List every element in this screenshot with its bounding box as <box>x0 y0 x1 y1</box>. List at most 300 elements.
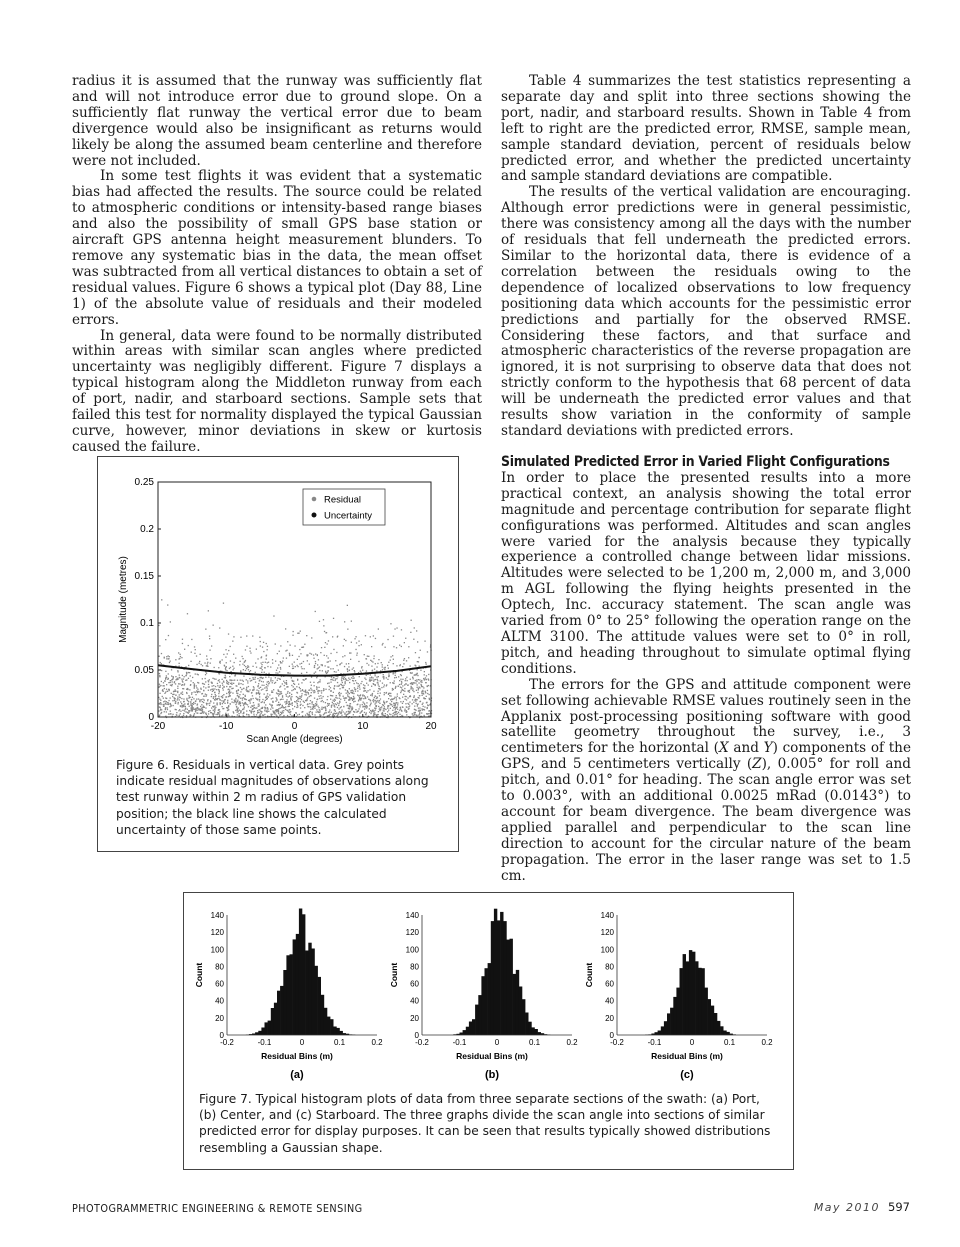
residual-point <box>254 705 255 706</box>
residual-point <box>291 677 292 678</box>
residual-point <box>290 645 291 646</box>
footer-date: May 2010 <box>813 1201 881 1214</box>
residual-point <box>252 695 253 696</box>
histogram-bar <box>692 952 695 1035</box>
residual-point <box>166 704 167 705</box>
residual-point <box>197 689 198 690</box>
residual-point <box>295 689 296 690</box>
residual-point <box>306 678 307 679</box>
residual-point <box>401 646 402 647</box>
residual-point <box>343 685 344 686</box>
residual-point <box>382 669 383 670</box>
residual-point <box>166 675 167 676</box>
residual-point <box>296 707 297 708</box>
residual-point <box>302 715 303 716</box>
residual-point <box>253 698 254 699</box>
residual-point <box>256 714 257 715</box>
residual-point <box>223 687 224 688</box>
residual-point <box>197 708 198 709</box>
residual-point <box>245 695 246 696</box>
residual-point <box>365 714 366 715</box>
y-tick-label: 0.25 <box>134 477 154 488</box>
residual-point <box>361 698 362 699</box>
residual-point <box>282 697 283 698</box>
residual-point <box>363 702 364 703</box>
y-tick-label: 0 <box>414 1031 419 1040</box>
residual-point <box>176 715 177 716</box>
residual-point <box>166 701 167 702</box>
residual-point <box>262 685 263 686</box>
residual-point <box>233 702 234 703</box>
residual-point <box>421 692 422 693</box>
residual-point <box>318 687 319 688</box>
residual-point <box>373 635 374 636</box>
residual-point <box>244 665 245 666</box>
residual-point <box>365 658 366 659</box>
residual-point <box>175 701 176 702</box>
residual-point <box>404 709 405 710</box>
residual-point <box>349 652 350 653</box>
residual-point <box>159 656 160 657</box>
residual-point <box>240 698 241 699</box>
residual-point <box>231 679 232 680</box>
residual-point <box>429 704 430 705</box>
residual-point <box>408 709 409 710</box>
x-tick-label: 0.1 <box>723 1038 736 1047</box>
residual-point <box>202 678 203 679</box>
residual-point <box>246 704 247 705</box>
histogram-bar <box>333 1027 336 1036</box>
residual-point <box>380 693 381 694</box>
residual-point <box>266 655 267 656</box>
residual-point <box>374 655 375 656</box>
residual-point <box>161 599 162 600</box>
residual-point <box>267 707 268 708</box>
residual-point <box>242 699 243 700</box>
residual-point <box>199 661 200 662</box>
residual-point <box>354 670 355 671</box>
residual-point <box>231 684 232 685</box>
residual-point <box>283 681 284 682</box>
residual-point <box>248 669 249 670</box>
residual-point <box>242 702 243 703</box>
histogram-bar <box>676 988 679 1035</box>
residual-point <box>181 679 182 680</box>
residual-point <box>207 700 208 701</box>
residual-point <box>295 666 296 667</box>
residual-point <box>242 680 243 681</box>
residual-point <box>327 683 328 684</box>
residual-point <box>388 693 389 694</box>
residual-point <box>329 709 330 710</box>
residual-point <box>383 686 384 687</box>
residual-point <box>308 690 309 691</box>
residual-point <box>165 679 166 680</box>
panel-label: (c) <box>680 1069 694 1081</box>
histogram-bar <box>528 1022 531 1035</box>
residual-point <box>334 688 335 689</box>
residual-point <box>378 706 379 707</box>
residual-point <box>179 715 180 716</box>
residual-point <box>396 647 397 648</box>
residual-point <box>414 695 415 696</box>
residual-point <box>404 688 405 689</box>
residual-point <box>349 682 350 683</box>
residual-point <box>366 705 367 706</box>
right-paragraph-2: The results of the vertical validation are encouraging. Although error predictions were in general pessimistic, there was consistency among all the days with the number of residuals that fell underneath the predicted errors. Similar to the horizontal data, there is evidence of a correlation between the residuals owing to the dependence of localized observations to low frequency positioning data which accounts for the pessimistic error predictions and partially for the observed RMSE. Considering these factors, and that surface and atmospheric characteristics of the reverse propagation are ignored, it is not surprising to observe data that does not strictly conform to the hypothesis that 68 percent of data will be underneath the predicted error values and that results show variation in the conformity of sample standard deviations with predicted errors. <box>501 184 911 439</box>
residual-point <box>237 701 238 702</box>
residual-point <box>349 670 350 671</box>
residual-point <box>329 715 330 716</box>
residual-point <box>341 706 342 707</box>
residual-point <box>294 662 295 663</box>
residual-point <box>304 668 305 669</box>
residual-point <box>168 682 169 683</box>
residual-point <box>257 710 258 711</box>
residual-point <box>264 694 265 695</box>
residual-point <box>238 690 239 691</box>
residual-point <box>258 712 259 713</box>
residual-point <box>298 698 299 699</box>
residual-point <box>368 684 369 685</box>
residual-point <box>371 686 372 687</box>
residual-point <box>230 703 231 704</box>
residual-point <box>235 704 236 705</box>
histogram-bar <box>271 1008 274 1035</box>
residual-point <box>362 694 363 695</box>
residual-point <box>282 699 283 700</box>
histogram-bar <box>695 961 698 1035</box>
histogram-bar <box>277 991 280 1035</box>
residual-point <box>190 701 191 702</box>
residual-point <box>192 697 193 698</box>
residual-point <box>246 668 247 669</box>
residual-point <box>164 657 165 658</box>
residual-point <box>349 688 350 689</box>
residual-point <box>181 657 182 658</box>
residual-point <box>243 669 244 670</box>
residual-point <box>292 681 293 682</box>
residual-point <box>300 631 301 632</box>
residual-point <box>222 708 223 709</box>
residual-point <box>225 669 226 670</box>
residual-point <box>297 703 298 704</box>
residual-point <box>345 683 346 684</box>
residual-point <box>315 653 316 654</box>
residual-point <box>420 650 421 651</box>
residual-point <box>229 693 230 694</box>
histogram-bar <box>723 1031 726 1036</box>
residual-point <box>372 661 373 662</box>
residual-point <box>325 665 326 666</box>
residual-point <box>296 713 297 714</box>
residual-point <box>260 714 261 715</box>
y-tick-label: 0.2 <box>140 524 154 535</box>
residual-point <box>288 706 289 707</box>
residual-point <box>340 713 341 714</box>
residual-point <box>405 683 406 684</box>
residual-point <box>217 699 218 700</box>
residual-point <box>190 715 191 716</box>
residual-point <box>310 700 311 701</box>
residual-point <box>353 691 354 692</box>
residual-point <box>160 703 161 704</box>
residual-point <box>274 683 275 684</box>
residual-point <box>211 682 212 683</box>
residual-point <box>323 701 324 702</box>
legend-uncertainty-marker <box>312 513 317 518</box>
residual-point <box>205 687 206 688</box>
residual-point <box>362 710 363 711</box>
residual-point <box>272 682 273 683</box>
residual-point <box>343 679 344 680</box>
residual-point <box>195 700 196 701</box>
residual-point <box>321 709 322 710</box>
residual-point <box>400 701 401 702</box>
residual-point <box>336 652 337 653</box>
residual-point <box>220 685 221 686</box>
residual-point <box>213 713 214 714</box>
histogram-bar <box>655 1032 658 1035</box>
residual-point <box>311 654 312 655</box>
residual-point <box>316 704 317 705</box>
residual-point <box>375 638 376 639</box>
residual-point <box>419 679 420 680</box>
residual-point <box>280 708 281 709</box>
residual-point <box>257 699 258 700</box>
histogram-bar <box>698 968 701 1035</box>
residual-point <box>249 671 250 672</box>
residual-point <box>159 693 160 694</box>
residual-point <box>196 699 197 700</box>
residual-point <box>404 642 405 643</box>
residual-point <box>302 647 303 648</box>
residual-point <box>287 641 288 642</box>
residual-point <box>186 693 187 694</box>
residual-point <box>392 710 393 711</box>
residual-point <box>270 679 271 680</box>
residual-point <box>169 689 170 690</box>
residual-point <box>429 694 430 695</box>
residual-point <box>210 663 211 664</box>
residual-point <box>356 642 357 643</box>
residual-point <box>359 706 360 707</box>
residual-point <box>281 713 282 714</box>
residual-point <box>191 705 192 706</box>
residual-point <box>419 710 420 711</box>
residual-point <box>393 689 394 690</box>
residual-point <box>371 677 372 678</box>
residual-point <box>248 706 249 707</box>
y-tick-label: 40 <box>410 996 419 1006</box>
residual-point <box>299 649 300 650</box>
residual-point <box>309 664 310 665</box>
residual-point <box>259 680 260 681</box>
residual-point <box>425 677 426 678</box>
residual-point <box>160 700 161 701</box>
residual-point <box>268 676 269 677</box>
residual-point <box>352 669 353 670</box>
residual-point <box>276 699 277 700</box>
residual-point <box>276 697 277 698</box>
residual-point <box>177 698 178 699</box>
panel-label: (b) <box>484 1069 500 1081</box>
residual-point <box>393 682 394 683</box>
residual-point <box>250 651 251 652</box>
residual-point <box>424 715 425 716</box>
residual-point <box>372 677 373 678</box>
residual-point <box>277 653 278 654</box>
residual-point <box>242 684 243 685</box>
residual-point <box>375 708 376 709</box>
residual-point <box>182 688 183 689</box>
residual-point <box>227 700 228 701</box>
residual-point <box>317 668 318 669</box>
residual-point <box>278 691 279 692</box>
residual-point <box>337 715 338 716</box>
residual-point <box>406 707 407 708</box>
residual-point <box>373 699 374 700</box>
residual-point <box>384 684 385 685</box>
residual-point <box>292 666 293 667</box>
x-tick-label: 0 <box>494 1038 500 1047</box>
residual-point <box>307 706 308 707</box>
residual-point <box>188 695 189 696</box>
residual-point <box>189 672 190 673</box>
residual-point <box>272 705 273 706</box>
residual-point <box>254 707 255 708</box>
residual-point <box>358 645 359 646</box>
residual-point <box>256 690 257 691</box>
residual-point <box>166 698 167 699</box>
residual-point <box>230 660 231 661</box>
x-axis-label: Residual Bins (m) <box>651 1051 723 1061</box>
residual-point <box>203 690 204 691</box>
residual-point <box>177 688 178 689</box>
histogram-bar <box>535 1029 538 1035</box>
residual-point <box>233 683 234 684</box>
residual-point <box>306 635 307 636</box>
residual-point <box>388 698 389 699</box>
residual-point <box>363 691 364 692</box>
residual-point <box>372 694 373 695</box>
residual-point <box>246 646 247 647</box>
residual-point <box>367 690 368 691</box>
residual-point <box>357 690 358 691</box>
residual-point <box>223 654 224 655</box>
residual-point <box>358 695 359 696</box>
residual-point <box>333 692 334 693</box>
residual-point <box>303 691 304 692</box>
residual-point <box>159 676 160 677</box>
residual-point <box>250 702 251 703</box>
residual-point <box>313 690 314 691</box>
residual-point <box>410 673 411 674</box>
residual-point <box>307 697 308 698</box>
residual-point <box>191 710 192 711</box>
residual-point <box>396 697 397 698</box>
histogram-bar <box>680 968 683 1035</box>
y-tick-label: 100 <box>210 945 224 955</box>
residual-point <box>280 662 281 663</box>
residual-point <box>314 685 315 686</box>
histogram-bar <box>261 1028 264 1036</box>
residual-point <box>203 696 204 697</box>
histogram-bar <box>720 1026 723 1035</box>
residual-point <box>318 659 319 660</box>
residual-point <box>304 694 305 695</box>
residual-point <box>259 700 260 701</box>
histogram-bar <box>318 977 321 1035</box>
residual-point <box>181 698 182 699</box>
residual-point <box>334 705 335 706</box>
residual-point <box>424 671 425 672</box>
residual-point <box>379 709 380 710</box>
residual-point <box>329 686 330 687</box>
residual-point <box>238 684 239 685</box>
residual-point <box>266 686 267 687</box>
residual-point <box>183 713 184 714</box>
residual-point <box>351 697 352 698</box>
residual-point <box>262 699 263 700</box>
residual-point <box>387 679 388 680</box>
residual-point <box>333 680 334 681</box>
residual-point <box>382 664 383 665</box>
residual-point <box>281 707 282 708</box>
uncertainty-line <box>158 665 431 675</box>
residual-point <box>159 687 160 688</box>
residual-point <box>163 706 164 707</box>
residual-point <box>349 697 350 698</box>
residual-point <box>217 683 218 684</box>
residual-point <box>209 703 210 704</box>
residual-point <box>353 696 354 697</box>
residual-point <box>202 712 203 713</box>
residual-point <box>283 657 284 658</box>
histogram-bar <box>726 1032 729 1035</box>
residual-point <box>236 692 237 693</box>
residual-point <box>408 657 409 658</box>
residual-point <box>318 690 319 691</box>
residual-point <box>302 690 303 691</box>
residual-point <box>219 687 220 688</box>
residual-point <box>304 707 305 708</box>
residual-point <box>167 702 168 703</box>
residual-point <box>398 686 399 687</box>
residual-point <box>168 658 169 659</box>
residual-point <box>291 696 292 697</box>
residual-point <box>396 627 397 628</box>
residual-point <box>392 715 393 716</box>
residual-point <box>347 671 348 672</box>
residual-point <box>202 699 203 700</box>
residual-point <box>211 696 212 697</box>
residual-point <box>176 709 177 710</box>
residual-point <box>222 659 223 660</box>
residual-point <box>188 710 189 711</box>
y-axis-label: Count <box>584 962 594 988</box>
residual-point <box>267 693 268 694</box>
residual-point <box>280 699 281 700</box>
residual-point <box>333 618 334 619</box>
residual-point <box>314 673 315 674</box>
residual-point <box>373 714 374 715</box>
residual-point <box>170 661 171 662</box>
residual-point <box>326 712 327 713</box>
residual-point <box>182 684 183 685</box>
residual-point <box>235 701 236 702</box>
residual-point <box>416 690 417 691</box>
